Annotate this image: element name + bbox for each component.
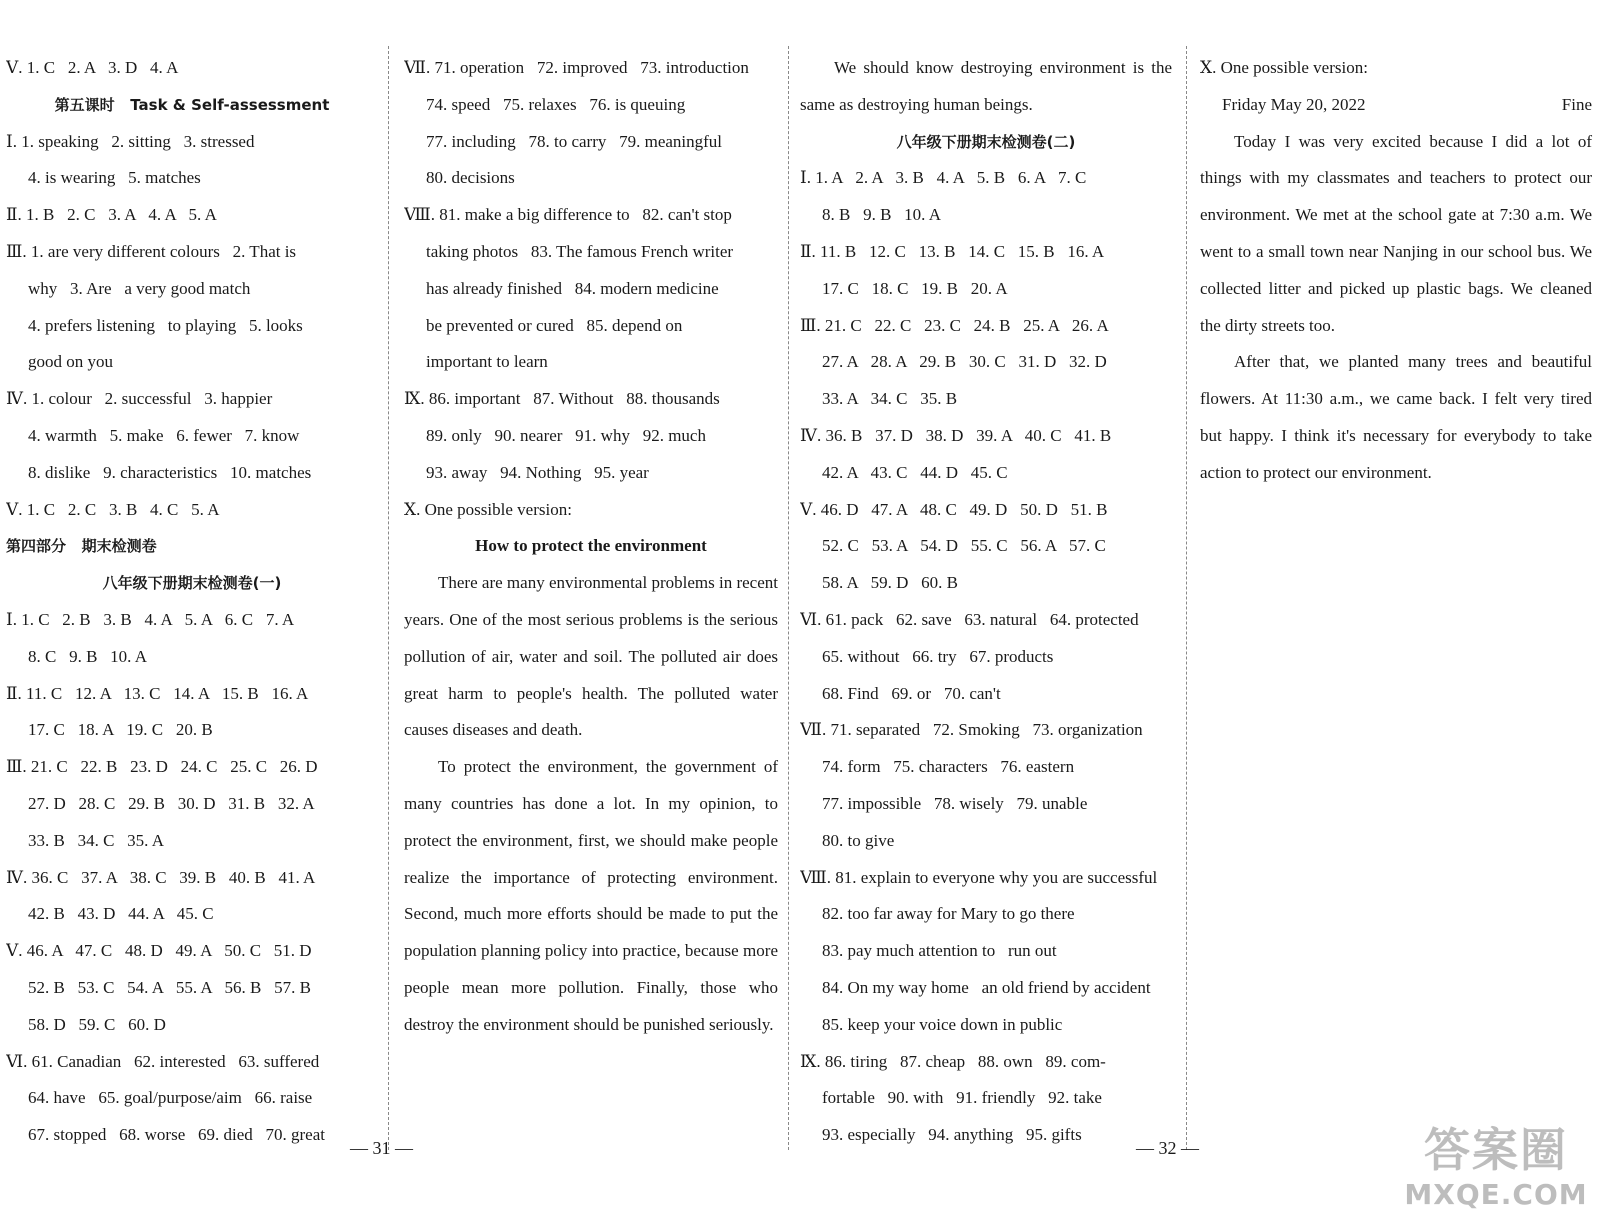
answer-line: 33. B 34. C 35. A xyxy=(28,830,165,850)
answer-line: fortable 90. with 91. friendly 92. take xyxy=(822,1088,1102,1108)
answer-line: 八年级下册期末检测卷(二) xyxy=(896,132,1076,151)
answer-line: 74. speed 75. relaxes 76. is queuing xyxy=(426,94,686,114)
answer-line: 82. too far away for Mary to go there xyxy=(822,904,1075,924)
answer-line: Ⅸ. 86. important 87. Without 88. thousands xyxy=(404,389,720,409)
answer-line: 27. A 28. A 29. B 30. C 31. D 32. D xyxy=(822,352,1107,372)
answer-line: Ⅷ. 81. make a big difference to 82. can't stop xyxy=(404,205,732,225)
column-divider xyxy=(1186,46,1187,1150)
watermark-url: MXQE.COM xyxy=(1404,1178,1588,1211)
answer-line: Ⅲ. 21. C 22. C 23. C 24. B 25. A 26. A xyxy=(800,315,1109,335)
column-3 xyxy=(800,50,1172,1154)
answer-line: Ⅰ. 1. speaking 2. sitting 3. stressed xyxy=(6,131,255,151)
answer-line: Ⅲ. 21. C 22. B 23. D 24. C 25. C 26. D xyxy=(6,757,318,777)
answer-line: Ⅴ. 46. D 47. A 48. C 49. D 50. D 51. B xyxy=(800,499,1108,519)
answer-line: 77. including 78. to carry 79. meaningful xyxy=(426,131,723,151)
answer-line: Ⅳ. 36. C 37. A 38. C 39. B 40. B 41. A xyxy=(6,867,316,887)
answer-line: 33. A 34. C 35. B xyxy=(822,389,958,409)
answer-line: 17. C 18. C 19. B 20. A xyxy=(822,278,1008,298)
answer-line: Ⅷ. 81. explain to everyone why you are successful xyxy=(800,867,1158,887)
answer-line: 4. is wearing 5. matches xyxy=(28,168,201,188)
answer-line: Ⅳ. 36. B 37. D 38. D 39. A 40. C 41. B xyxy=(800,425,1112,445)
answer-line: 第四部分 期末检测卷 xyxy=(6,537,157,556)
column-divider xyxy=(788,46,789,1150)
diary-paragraph: After that, we planted many trees and beautiful flowers. At 11:30 a.m., we came back. I felt very tired but happy. I think it's necessary for everybody to take action to protect our environment. xyxy=(1200,352,1592,482)
answer-line: why 3. Are a very good match xyxy=(28,278,251,298)
answer-line: 64. have 65. goal/purpose/aim 66. raise xyxy=(28,1088,313,1108)
answer-line: 8. B 9. B 10. A xyxy=(822,205,942,225)
answer-line: 68. Find 69. or 70. can't xyxy=(822,683,1001,703)
answer-line: Ⅰ. 1. C 2. B 3. B 4. A 5. A 6. C 7. A xyxy=(6,609,295,629)
essay-title: How to protect the environment xyxy=(475,536,707,556)
answer-line: Ⅱ. 11. B 12. C 13. B 14. C 15. B 16. A xyxy=(800,241,1105,261)
answer-line: be prevented or cured 85. depend on xyxy=(426,315,683,335)
column-4 xyxy=(1200,50,1592,492)
answer-line: 58. D 59. C 60. D xyxy=(28,1014,166,1034)
diary-weather: Fine xyxy=(1561,94,1592,114)
answer-line: 58. A 59. D 60. B xyxy=(822,573,959,593)
answer-line: 77. impossible 78. wisely 79. unable xyxy=(822,793,1088,813)
answer-line: good on you xyxy=(28,352,113,372)
answer-line: 8. C 9. B 10. A xyxy=(28,646,148,666)
page-number-left: — 31 — xyxy=(350,1138,413,1158)
answer-line: 27. D 28. C 29. B 30. D 31. B 32. A xyxy=(28,793,315,813)
answer-line: 4. prefers listening to playing 5. looks xyxy=(28,315,303,335)
answer-line: 74. form 75. characters 76. eastern xyxy=(822,757,1075,777)
answer-line: Ⅵ. 61. Canadian 62. interested 63. suffered xyxy=(6,1051,320,1071)
answer-line: 84. On my way home an old friend by accident xyxy=(822,977,1151,997)
page-number-right: — 32 — xyxy=(1136,1138,1199,1158)
answer-line: Ⅲ. 1. are very different colours 2. That is xyxy=(6,241,297,261)
answer-line: 八年级下册期末检测卷(一) xyxy=(102,574,282,593)
answer-line: Ⅴ. 1. C 2. C 3. B 4. C 5. A xyxy=(6,499,220,519)
answer-line: Ⅴ. 46. A 47. C 48. D 49. A 50. C 51. D xyxy=(6,941,312,961)
watermark-logo-text: 答案圈 xyxy=(1424,1123,1568,1177)
essay-paragraph: There are many environmental problems in recent years. One of the most serious problems is the serious pollution of air, water and soil. The polluted air does great harm to people's health. The polluted water causes diseases and death. xyxy=(404,573,778,740)
answer-line: 52. C 53. A 54. D 55. C 56. A 57. C xyxy=(822,536,1106,556)
answer-line: has already finished 84. modern medicine xyxy=(426,278,719,298)
answer-line: Ⅵ. 61. pack 62. save 63. natural 64. protected xyxy=(800,609,1139,629)
column-divider xyxy=(388,46,389,1150)
answer-line: Ⅰ. 1. A 2. A 3. B 4. A 5. B 6. A 7. C xyxy=(800,168,1087,188)
answer-line: 4. warmth 5. make 6. fewer 7. know xyxy=(28,425,300,445)
answer-line: Ⅱ. 11. C 12. A 13. C 14. A 15. B 16. A xyxy=(6,683,309,703)
answer-line: Ⅶ. 71. operation 72. improved 73. introduction xyxy=(404,58,749,77)
answer-line: 42. A 43. C 44. D 45. C xyxy=(822,462,1008,482)
answer-line: 93. especially 94. anything 95. gifts xyxy=(822,1125,1082,1145)
answer-line: 85. keep your voice down in public xyxy=(822,1014,1063,1034)
essay-closing-paragraph: We should know destroying environment is the same as destroying human beings. xyxy=(800,58,1172,114)
answer-line: 8. dislike 9. characteristics 10. matches xyxy=(28,462,312,482)
answer-line: 93. away 94. Nothing 95. year xyxy=(426,462,649,482)
answer-line: Ⅴ. 1. C 2. A 3. D 4. A xyxy=(6,58,179,77)
answer-line: 80. decisions xyxy=(426,168,515,188)
diary-paragraph: Today I was very excited because I did a lot of things with my classmates and teachers to protect our environment. We met at the school gate at 7:30 a.m. We went to a small town near Nanjing in our school bus. We collected litter and picked up plastic bags. We cleaned the dirty streets too. xyxy=(1200,131,1592,335)
answer-line: Ⅹ. One possible version: xyxy=(404,499,572,519)
answer-line: 65. without 66. try 67. products xyxy=(822,646,1054,666)
answer-line: Ⅳ. 1. colour 2. successful 3. happier xyxy=(6,389,273,409)
answer-line: Ⅶ. 71. separated 72. Smoking 73. organization xyxy=(800,720,1143,740)
column-2 xyxy=(404,50,778,1044)
watermark-logo xyxy=(1398,1122,1594,1222)
answer-line: Ⅱ. 1. B 2. C 3. A 4. A 5. A xyxy=(6,205,217,225)
diary-date-line xyxy=(1200,87,1592,124)
answer-line: 80. to give xyxy=(822,830,895,850)
answer-line: 第五课时 Task & Self-assessment xyxy=(54,95,330,114)
answer-line: 52. B 53. C 54. A 55. A 56. B 57. B xyxy=(28,977,311,997)
answer-line: 89. only 90. nearer 91. why 92. much xyxy=(426,425,706,445)
diary-date: Friday May 20, 2022 xyxy=(1222,94,1366,114)
answer-line: 17. C 18. A 19. C 20. B xyxy=(28,720,213,740)
answer-line: taking photos 83. The famous French writer xyxy=(426,241,734,261)
answer-line: 83. pay much attention to run out xyxy=(822,941,1057,961)
answer-line: important to learn xyxy=(426,352,548,372)
essay-paragraph: To protect the environment, the government of many countries has done a lot. In my opinion, to protect the environment, first, we should make people realize the importance of protecting environment. Second, much more efforts should be made to put the population planning policy into practice, because more people mean more pollution. Finally, those who destroy the environment should be punished seriously. xyxy=(404,757,778,1034)
section-heading: Ⅹ. One possible version: xyxy=(1200,58,1368,77)
answer-line: Ⅸ. 86. tiring 87. cheap 88. own 89. com- xyxy=(800,1051,1106,1071)
answer-line: 67. stopped 68. worse 69. died 70. great xyxy=(28,1125,325,1145)
column-1 xyxy=(6,50,378,1154)
answer-line: 42. B 43. D 44. A 45. C xyxy=(28,904,214,924)
